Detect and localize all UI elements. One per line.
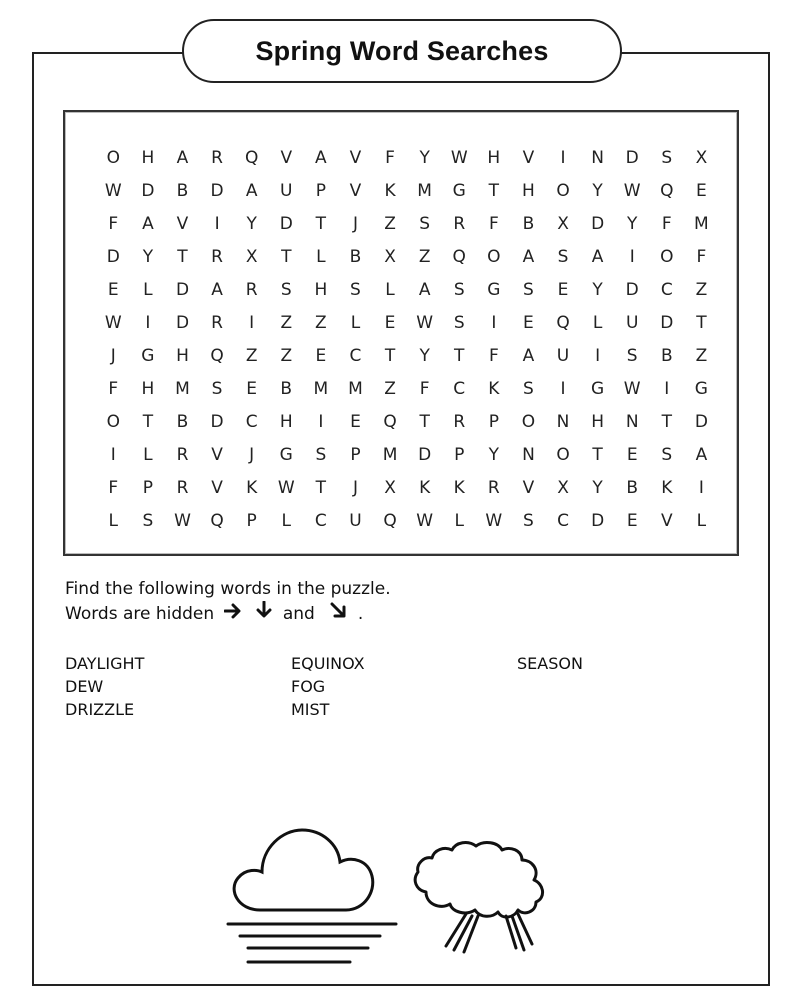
grid-letter[interactable]: Z bbox=[280, 312, 293, 333]
grid-letter[interactable]: K bbox=[246, 477, 258, 498]
grid-letter[interactable]: F bbox=[108, 378, 119, 399]
word-list-item: DEW bbox=[65, 677, 104, 696]
grid-letter[interactable]: M bbox=[348, 378, 363, 399]
word-list bbox=[65, 652, 743, 721]
grid-letter[interactable]: L bbox=[350, 312, 361, 333]
grid-letter[interactable]: A bbox=[418, 279, 431, 300]
grid-row bbox=[96, 174, 719, 207]
grid-letter[interactable]: E bbox=[350, 411, 361, 432]
grid-row bbox=[96, 207, 719, 240]
page-title bbox=[182, 19, 622, 83]
grid-row bbox=[96, 273, 719, 306]
grid-letter[interactable]: S bbox=[350, 279, 361, 300]
grid-letter[interactable]: H bbox=[591, 411, 604, 432]
grid-letter[interactable]: A bbox=[176, 147, 189, 168]
grid-letter[interactable]: D bbox=[210, 180, 224, 201]
grid-letter[interactable]: J bbox=[110, 345, 116, 366]
grid-letter[interactable]: Y bbox=[419, 147, 430, 168]
grid-letter[interactable]: K bbox=[488, 378, 500, 399]
grid-letter[interactable]: H bbox=[279, 411, 293, 432]
grid-letter[interactable]: G bbox=[141, 345, 155, 366]
grid-letter[interactable]: S bbox=[523, 279, 534, 300]
grid-letter[interactable]: R bbox=[487, 477, 500, 498]
grid-letter[interactable]: B bbox=[626, 477, 639, 498]
grid-letter[interactable]: V bbox=[211, 477, 223, 498]
grid-letter[interactable]: Q bbox=[244, 147, 259, 168]
grid-letter[interactable]: S bbox=[523, 378, 534, 399]
rain-cloud-icon bbox=[415, 843, 542, 952]
grid-letter[interactable]: O bbox=[106, 411, 120, 432]
grid-letter[interactable]: A bbox=[211, 279, 223, 300]
grid-letter[interactable]: S bbox=[280, 279, 292, 300]
end-punctuation: . bbox=[357, 604, 364, 624]
grid-letter[interactable]: A bbox=[142, 213, 154, 234]
grid-letter[interactable]: R bbox=[176, 444, 189, 465]
grid-letter[interactable]: F bbox=[488, 345, 499, 366]
grid-letter[interactable]: S bbox=[557, 246, 569, 267]
weather-pictures bbox=[220, 820, 590, 970]
grid-row bbox=[96, 405, 719, 438]
word-list-item: MIST bbox=[291, 700, 330, 719]
grid-letter[interactable]: V bbox=[660, 510, 673, 531]
instructions-line-1: Find the following words in the puzzle. bbox=[65, 579, 391, 599]
grid-letter[interactable]: D bbox=[625, 279, 639, 300]
grid-letter[interactable]: C bbox=[314, 510, 327, 531]
page-title-text: Spring Word Searches bbox=[255, 35, 549, 66]
grid-letter[interactable]: T bbox=[419, 411, 430, 432]
grid-letter[interactable]: W bbox=[416, 510, 434, 531]
grid-letter[interactable]: Z bbox=[280, 345, 293, 366]
grid-letter[interactable]: Q bbox=[210, 345, 224, 366]
grid-letter[interactable]: A bbox=[522, 345, 535, 366]
grid-letter[interactable]: Y bbox=[592, 180, 603, 201]
grid-letter[interactable]: E bbox=[626, 444, 638, 465]
grid-letter[interactable]: V bbox=[349, 180, 362, 201]
grid-letter[interactable]: G bbox=[452, 180, 466, 201]
grid-letter[interactable]: L bbox=[385, 279, 395, 300]
grid-letter[interactable]: C bbox=[557, 510, 569, 531]
grid-letter[interactable]: T bbox=[142, 411, 154, 432]
word-list-item: FOG bbox=[291, 677, 326, 696]
grid-letter[interactable]: M bbox=[417, 180, 432, 201]
grid-letter[interactable]: P bbox=[350, 444, 361, 465]
arrow-down-icon bbox=[256, 602, 279, 624]
grid-letter[interactable]: P bbox=[315, 180, 326, 201]
grid-letter[interactable]: H bbox=[487, 147, 501, 168]
grid-letter[interactable]: L bbox=[143, 444, 153, 465]
grid-letter[interactable]: Y bbox=[627, 213, 638, 234]
grid-letter[interactable]: L bbox=[108, 510, 119, 531]
grid-letter[interactable]: F bbox=[661, 213, 672, 234]
grid-letter[interactable]: C bbox=[453, 378, 466, 399]
grid-letter[interactable]: G bbox=[487, 279, 501, 300]
grid-letter[interactable]: K bbox=[384, 180, 396, 201]
grid-letter[interactable]: Z bbox=[384, 213, 396, 234]
grid-letter[interactable]: M bbox=[382, 444, 398, 465]
grid-letter[interactable]: J bbox=[249, 444, 255, 465]
grid-letter[interactable]: Q bbox=[556, 312, 570, 333]
grid-letter[interactable]: D bbox=[141, 180, 155, 201]
grid-letter[interactable]: D bbox=[175, 279, 190, 300]
grid-letter[interactable]: Y bbox=[488, 444, 500, 465]
grid-letter[interactable]: R bbox=[245, 279, 258, 300]
grid-row bbox=[96, 141, 719, 174]
grid-letter[interactable]: P bbox=[454, 444, 465, 465]
grid-letter[interactable]: C bbox=[660, 279, 673, 300]
grid-letter[interactable]: Q bbox=[452, 246, 466, 267]
word-list-item: DAYLIGHT bbox=[65, 654, 145, 673]
grid-letter[interactable]: L bbox=[696, 510, 707, 531]
instructions bbox=[65, 578, 391, 626]
grid-letter[interactable]: N bbox=[591, 147, 604, 168]
grid-letter[interactable]: P bbox=[246, 510, 257, 531]
grid-letter[interactable]: E bbox=[246, 378, 258, 399]
grid-letter[interactable]: E bbox=[384, 312, 396, 333]
grid-letter[interactable]: O bbox=[521, 411, 536, 432]
grid-letter[interactable]: C bbox=[349, 345, 362, 366]
grid-letter[interactable]: Z bbox=[695, 345, 708, 366]
grid-letter[interactable]: W bbox=[174, 510, 191, 531]
grid-letter[interactable]: B bbox=[176, 180, 189, 201]
grid-letter[interactable]: D bbox=[694, 411, 708, 432]
grid-letter[interactable]: X bbox=[384, 477, 396, 498]
grid-letter[interactable]: Q bbox=[210, 510, 224, 531]
grid-letter[interactable]: T bbox=[315, 477, 327, 498]
grid-letter[interactable]: G bbox=[591, 378, 605, 399]
grid-letter[interactable]: W bbox=[623, 378, 641, 399]
grid-letter[interactable]: Q bbox=[383, 510, 397, 531]
grid-letter[interactable]: R bbox=[453, 411, 466, 432]
grid-letter[interactable]: I bbox=[145, 312, 151, 333]
grid-letter[interactable]: L bbox=[143, 279, 153, 300]
grid-letter[interactable]: D bbox=[660, 312, 674, 333]
grid-letter[interactable]: H bbox=[176, 345, 189, 366]
grid-letter[interactable]: I bbox=[629, 246, 635, 267]
grid-letter[interactable]: U bbox=[280, 180, 293, 201]
grid-letter[interactable]: J bbox=[352, 477, 358, 498]
grid-letter[interactable]: S bbox=[315, 444, 327, 465]
grid-letter[interactable]: R bbox=[211, 147, 223, 168]
grid-letter[interactable]: I bbox=[110, 444, 116, 465]
grid-letter[interactable]: S bbox=[142, 510, 154, 531]
instructions-prefix: Words are hidden bbox=[65, 604, 215, 624]
grid-letter[interactable]: V bbox=[349, 147, 362, 168]
grid-letter[interactable]: Y bbox=[246, 213, 257, 234]
grid-letter[interactable]: X bbox=[695, 147, 708, 168]
grid-letter[interactable]: S bbox=[661, 444, 673, 465]
grid-letter[interactable]: R bbox=[453, 213, 466, 234]
grid-letter[interactable]: I bbox=[560, 378, 566, 399]
grid-letter[interactable]: B bbox=[660, 345, 673, 366]
grid-letter[interactable]: W bbox=[104, 180, 122, 201]
grid-letter[interactable]: S bbox=[661, 147, 673, 168]
grid-letter[interactable]: F bbox=[108, 213, 119, 234]
grid-letter[interactable]: O bbox=[556, 180, 570, 201]
grid-letter[interactable]: X bbox=[557, 477, 569, 498]
grid-letter[interactable]: I bbox=[491, 312, 497, 333]
grid-letter[interactable]: Z bbox=[695, 279, 708, 300]
grid-letter[interactable]: J bbox=[352, 213, 358, 234]
grid-letter[interactable]: Y bbox=[592, 477, 603, 498]
grid-letter[interactable]: D bbox=[175, 312, 190, 333]
grid-letter[interactable]: Z bbox=[384, 378, 396, 399]
grid-letter[interactable]: O bbox=[487, 246, 501, 267]
grid-letter[interactable]: I bbox=[698, 477, 704, 498]
grid-letter[interactable]: I bbox=[595, 345, 601, 366]
grid-letter[interactable]: Q bbox=[660, 180, 674, 201]
grid-letter[interactable]: B bbox=[280, 378, 293, 399]
grid-letter[interactable]: W bbox=[416, 312, 434, 333]
grid-letter[interactable]: W bbox=[623, 180, 641, 201]
grid-letter[interactable]: I bbox=[318, 411, 324, 432]
grid-letter[interactable]: X bbox=[245, 246, 258, 267]
grid-letter[interactable]: M bbox=[694, 213, 709, 234]
grid-row bbox=[96, 471, 719, 504]
arrow-diagonal-icon bbox=[330, 602, 354, 624]
grid-letter[interactable]: T bbox=[177, 246, 188, 267]
grid-letter[interactable]: U bbox=[625, 312, 639, 333]
and-text: and bbox=[282, 604, 315, 624]
grid-letter[interactable]: Z bbox=[245, 345, 258, 366]
grid-letter[interactable]: M bbox=[313, 378, 329, 399]
grid-letter[interactable]: S bbox=[453, 312, 465, 333]
grid-letter[interactable]: O bbox=[106, 147, 120, 168]
grid-letter[interactable]: H bbox=[522, 180, 535, 201]
grid-letter[interactable]: B bbox=[522, 213, 535, 234]
puzzle-grid bbox=[96, 141, 719, 537]
grid-letter[interactable]: A bbox=[695, 444, 708, 465]
grid-letter[interactable]: A bbox=[522, 246, 535, 267]
grid-letter[interactable]: T bbox=[592, 444, 603, 465]
grid-letter[interactable]: P bbox=[142, 477, 154, 498]
grid-letter[interactable]: H bbox=[314, 279, 328, 300]
grid-letter[interactable]: D bbox=[279, 213, 293, 234]
grid-letter[interactable]: Y bbox=[592, 279, 603, 300]
grid-letter[interactable]: D bbox=[591, 213, 605, 234]
grid-letter[interactable]: S bbox=[211, 378, 223, 399]
grid-letter[interactable]: B bbox=[349, 246, 362, 267]
grid-letter[interactable]: E bbox=[523, 312, 534, 333]
grid-letter[interactable]: A bbox=[245, 180, 258, 201]
grid-letter[interactable]: F bbox=[696, 246, 707, 267]
grid-letter[interactable]: W bbox=[450, 147, 468, 168]
grid-letter[interactable]: I bbox=[560, 147, 566, 168]
grid-row bbox=[96, 438, 719, 471]
word-list-item: EQUINOX bbox=[291, 654, 365, 673]
grid-letter[interactable]: A bbox=[315, 147, 327, 168]
grid-letter[interactable]: Z bbox=[418, 246, 431, 267]
grid-letter[interactable]: L bbox=[316, 246, 326, 267]
grid-letter[interactable]: A bbox=[591, 246, 604, 267]
grid-letter[interactable]: T bbox=[661, 411, 672, 432]
grid-letter[interactable]: R bbox=[211, 312, 223, 333]
grid-row bbox=[96, 339, 719, 372]
grid-letter[interactable]: D bbox=[591, 510, 605, 531]
grid-row bbox=[96, 240, 719, 273]
grid-letter[interactable]: X bbox=[384, 246, 396, 267]
instructions-line-2 bbox=[65, 601, 391, 626]
grid-letter[interactable]: N bbox=[556, 411, 570, 432]
grid-letter[interactable]: W bbox=[485, 510, 503, 531]
grid-letter[interactable]: K bbox=[419, 477, 431, 498]
grid-letter[interactable]: V bbox=[522, 147, 535, 168]
grid-letter[interactable]: F bbox=[419, 378, 430, 399]
grid-letter[interactable]: T bbox=[281, 246, 292, 267]
fog-cloud-icon bbox=[228, 830, 396, 962]
grid-letter[interactable]: I bbox=[249, 312, 255, 333]
word-list-item: SEASON bbox=[517, 654, 583, 673]
grid-letter[interactable]: Y bbox=[419, 345, 430, 366]
grid-letter[interactable]: V bbox=[522, 477, 535, 498]
word-column bbox=[291, 652, 517, 721]
grid-letter[interactable]: R bbox=[211, 246, 223, 267]
grid-letter[interactable]: E bbox=[696, 180, 707, 201]
grid-letter[interactable]: D bbox=[106, 246, 120, 267]
grid-letter[interactable]: F bbox=[108, 477, 119, 498]
grid-letter[interactable]: F bbox=[385, 147, 395, 168]
grid-letter[interactable]: S bbox=[523, 510, 534, 531]
grid-letter[interactable]: T bbox=[454, 345, 465, 366]
grid-letter[interactable]: Y bbox=[142, 246, 154, 267]
grid-letter[interactable]: H bbox=[141, 378, 155, 399]
grid-letter[interactable]: N bbox=[625, 411, 639, 432]
grid-letter[interactable]: E bbox=[626, 510, 638, 531]
grid-letter[interactable]: R bbox=[176, 477, 189, 498]
grid-letter[interactable]: U bbox=[349, 510, 362, 531]
grid-letter[interactable]: T bbox=[315, 213, 327, 234]
grid-letter[interactable]: E bbox=[107, 279, 119, 300]
grid-letter[interactable]: K bbox=[661, 477, 673, 498]
grid-letter[interactable]: O bbox=[660, 246, 674, 267]
grid-letter[interactable]: Q bbox=[383, 411, 397, 432]
grid-letter[interactable]: X bbox=[557, 213, 569, 234]
grid-row bbox=[96, 306, 719, 339]
grid-letter[interactable]: V bbox=[211, 444, 223, 465]
grid-letter[interactable]: T bbox=[384, 345, 396, 366]
grid-letter[interactable]: B bbox=[176, 411, 189, 432]
arrow-right-icon bbox=[224, 602, 249, 624]
grid-letter[interactable]: K bbox=[453, 477, 465, 498]
grid-letter[interactable]: D bbox=[210, 411, 224, 432]
grid-letter[interactable]: S bbox=[453, 279, 465, 300]
grid-row bbox=[96, 372, 719, 405]
grid-letter[interactable]: T bbox=[488, 180, 500, 201]
grid-letter[interactable]: I bbox=[664, 378, 670, 399]
grid-row bbox=[96, 504, 719, 537]
grid-letter[interactable]: Z bbox=[315, 312, 327, 333]
word-column bbox=[517, 652, 743, 721]
grid-letter[interactable]: V bbox=[176, 213, 189, 234]
grid-letter[interactable]: L bbox=[592, 312, 603, 333]
grid-letter[interactable]: G bbox=[694, 378, 708, 399]
grid-letter[interactable]: S bbox=[419, 213, 431, 234]
grid-letter[interactable]: E bbox=[315, 345, 327, 366]
grid-letter[interactable]: N bbox=[522, 444, 535, 465]
word-column bbox=[65, 652, 291, 721]
grid-letter[interactable]: E bbox=[557, 279, 569, 300]
grid-letter[interactable]: U bbox=[556, 345, 570, 366]
grid-letter[interactable]: O bbox=[556, 444, 570, 465]
grid-letter[interactable]: F bbox=[488, 213, 499, 234]
grid-letter[interactable]: S bbox=[626, 345, 638, 366]
grid-letter[interactable]: L bbox=[281, 510, 291, 531]
word-list-item: DRIZZLE bbox=[65, 700, 135, 719]
grid-letter[interactable]: I bbox=[214, 213, 220, 234]
grid-letter[interactable]: M bbox=[175, 378, 190, 399]
grid-letter[interactable]: H bbox=[141, 147, 155, 168]
grid-letter[interactable]: W bbox=[104, 312, 122, 333]
grid-letter[interactable]: T bbox=[696, 312, 707, 333]
grid-letter[interactable]: P bbox=[488, 411, 499, 432]
grid-letter[interactable]: D bbox=[418, 444, 432, 465]
grid-letter[interactable]: D bbox=[625, 147, 639, 168]
grid-letter[interactable]: G bbox=[279, 444, 293, 465]
grid-letter[interactable]: L bbox=[454, 510, 464, 531]
grid-letter[interactable]: V bbox=[280, 147, 293, 168]
grid-letter[interactable]: C bbox=[245, 411, 258, 432]
grid-letter[interactable]: W bbox=[277, 477, 295, 498]
